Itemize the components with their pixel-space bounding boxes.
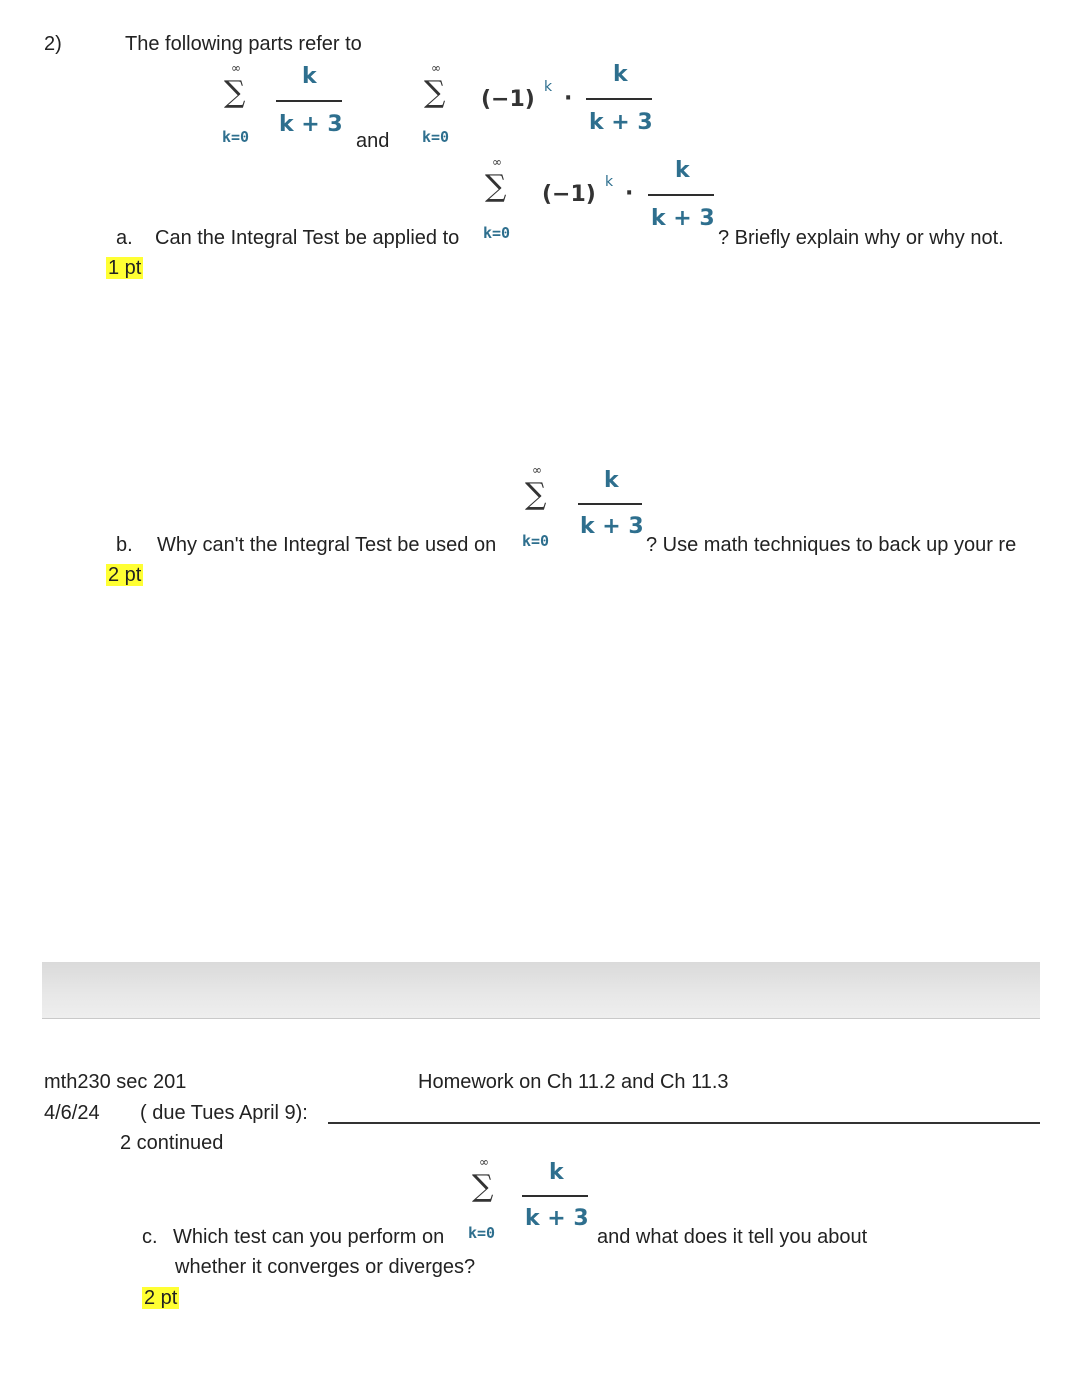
lower-bound: k=0 [483, 224, 511, 242]
numerator: k [675, 158, 690, 183]
denominator: k + 3 [651, 206, 715, 231]
course-label: mth230 sec 201 [44, 1071, 187, 1093]
lower-bound: k=0 [468, 1224, 496, 1242]
part-a-letter: a. [116, 227, 133, 249]
lower-bound: k=0 [522, 532, 550, 550]
numerator: k [302, 64, 317, 89]
infinity-symbol: ∞ [492, 155, 502, 169]
numerator: k [604, 468, 619, 493]
homework-title: Homework on Ch 11.2 and Ch 11.3 [418, 1071, 729, 1093]
numerator: k [549, 1160, 564, 1185]
denominator: k + 3 [279, 112, 343, 137]
name-line[interactable] [328, 1122, 1040, 1124]
fraction-bar [586, 98, 652, 100]
sigma-symbol: ∑ [424, 75, 446, 110]
infinity-symbol: ∞ [479, 1155, 489, 1169]
part-c-points [142, 1288, 179, 1308]
date-label: 4/6/24 [44, 1102, 100, 1124]
fraction-bar [578, 503, 642, 505]
numerator: k [613, 62, 628, 87]
part-b-points [106, 565, 143, 585]
problem-number: 2) [44, 33, 62, 55]
and-word: and [356, 130, 390, 152]
part-c-text: Which test can you perform on [173, 1226, 445, 1248]
part-b-question: ? Use math techniques to back up your re [646, 534, 1017, 556]
fraction-bar [276, 100, 342, 102]
part-c-line2: whether it converges or diverges? [175, 1256, 476, 1278]
denominator: k + 3 [580, 514, 644, 539]
part-b-text: Why can't the Integral Test be used on [157, 534, 497, 556]
part-a-points [106, 258, 143, 278]
denominator: k + 3 [525, 1206, 589, 1231]
part-a-question: ? Briefly explain why or why not. [718, 227, 1004, 249]
infinity-symbol: ∞ [231, 61, 241, 75]
infinity-symbol: ∞ [431, 61, 441, 75]
part-b-letter: b. [116, 534, 133, 556]
multiply-dot: · [564, 86, 573, 111]
continued-label: 2 continued [120, 1132, 224, 1154]
sigma-symbol: ∑ [472, 1169, 494, 1204]
problem-intro: The following parts refer to [125, 33, 362, 55]
infinity-symbol: ∞ [532, 463, 542, 477]
part-a-text: Can the Integral Test be applied to [155, 227, 460, 249]
multiply-dot: · [625, 181, 634, 206]
denominator: k + 3 [589, 110, 653, 135]
sigma-symbol: ∑ [525, 477, 547, 512]
exponent: k [605, 174, 614, 190]
alternating-factor: (−1) [542, 182, 596, 207]
alternating-factor: (−1) [481, 87, 535, 112]
lower-bound: k=0 [422, 128, 450, 146]
sigma-symbol: ∑ [224, 75, 246, 110]
part-c-letter: c. [142, 1226, 158, 1248]
due-label: ( due Tues April 9): [140, 1102, 308, 1124]
fraction-bar [648, 194, 714, 196]
points-badge: 2 pt [108, 564, 142, 586]
lower-bound: k=0 [222, 128, 250, 146]
points-badge: 1 pt [108, 257, 142, 279]
part-c-question: and what does it tell you about [597, 1226, 868, 1248]
points-badge: 2 pt [144, 1287, 178, 1309]
fraction-bar [522, 1195, 588, 1197]
page-break [42, 962, 1040, 1019]
exponent: k [544, 79, 553, 95]
sigma-symbol: ∑ [485, 169, 507, 204]
